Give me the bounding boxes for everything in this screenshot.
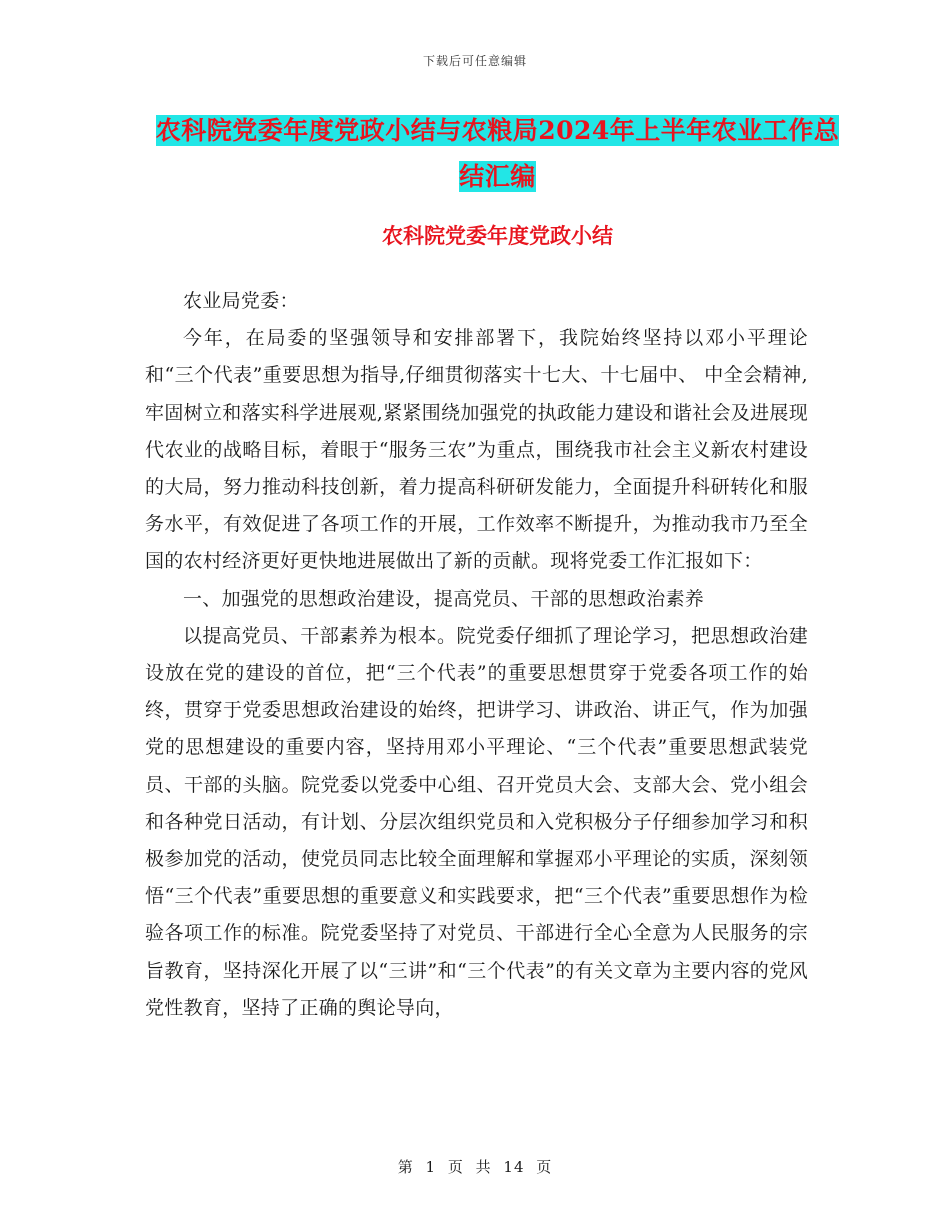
document-body bbox=[145, 283, 808, 1027]
paragraph: 今年，在局委的坚强领导和安排部署下，我院始终坚持以邓小平理论和“三个代表”重要思想为指导,仔细贯彻落实十七大、十七届中、 中全会精神,牢固树立和落实科学进展观,紧紧围绕加强党的执政能力建设和谐社会及进展现代农业的战略目标，着眼于“服务三农”为重点，围绕我市社会主义新农村建设的大局，努力推动科技创新，着力提高科研研发能力，全面提升科研转化和服务水平，有效促进了各项工作的开展，工作效率不断提升，为推动我市乃至全国的农村经济更好更快地进展做出了新的贡献。现将党委工作汇报如下： bbox=[145, 327, 808, 573]
salutation: 农业局党委： bbox=[183, 290, 299, 312]
total-pages: 14 bbox=[503, 1158, 525, 1176]
section-heading: 一、加强党的思想政治建设，提高党员、干部的思想政治素养 bbox=[183, 587, 705, 610]
document-title bbox=[145, 108, 850, 200]
page-number bbox=[0, 1156, 950, 1177]
page-label-end: 页 bbox=[536, 1158, 553, 1176]
page-label: 第 bbox=[397, 1158, 414, 1176]
section-title: 农科院党委年度党政小结 bbox=[382, 223, 613, 248]
header-note: 下载后可任意编辑 bbox=[422, 54, 527, 68]
document-title-text: 农科院党委年度党政小结与农粮局2024年上半年农业工作总结汇编 bbox=[155, 116, 840, 191]
paragraph: 以提高党员、干部素养为根本。院党委仔细抓了理论学习，把思想政治建设放在党的建设的首位，把“三个代表”的重要思想贯穿于党委各项工作的始终，贯穿于党委思想政治建设的始终，把讲学习、讲政治、讲正气，作为加强党的思想建设的重要内容，坚持用邓小平理论、“三个代表”重要思想武装党员、干部的头脑。院党委以党委中心组、召开党员大会、支部大会、党小组会和各种党日活动，有计划、分层次组织党员和入党积极分子仔细参加学习和积极参加党的活动，使党员同志比较全面理解和掌握邓小平理论的实质，深刻领悟“三个代表”重要思想的重要意义和实践要求，把“三个代表”重要思想作为检验各项工作的标准。院党委坚持了对党员、干部进行全心全意为人民服务的宗旨教育，坚持深化开展了以“三讲”和“三个代表”的有关文章为主要内容的党风党性教育，坚持了正确的舆论导向， bbox=[145, 624, 808, 1019]
current-page: 1 bbox=[425, 1158, 437, 1176]
page-label-of: 页 bbox=[447, 1158, 464, 1176]
total-label: 共 bbox=[475, 1158, 492, 1176]
